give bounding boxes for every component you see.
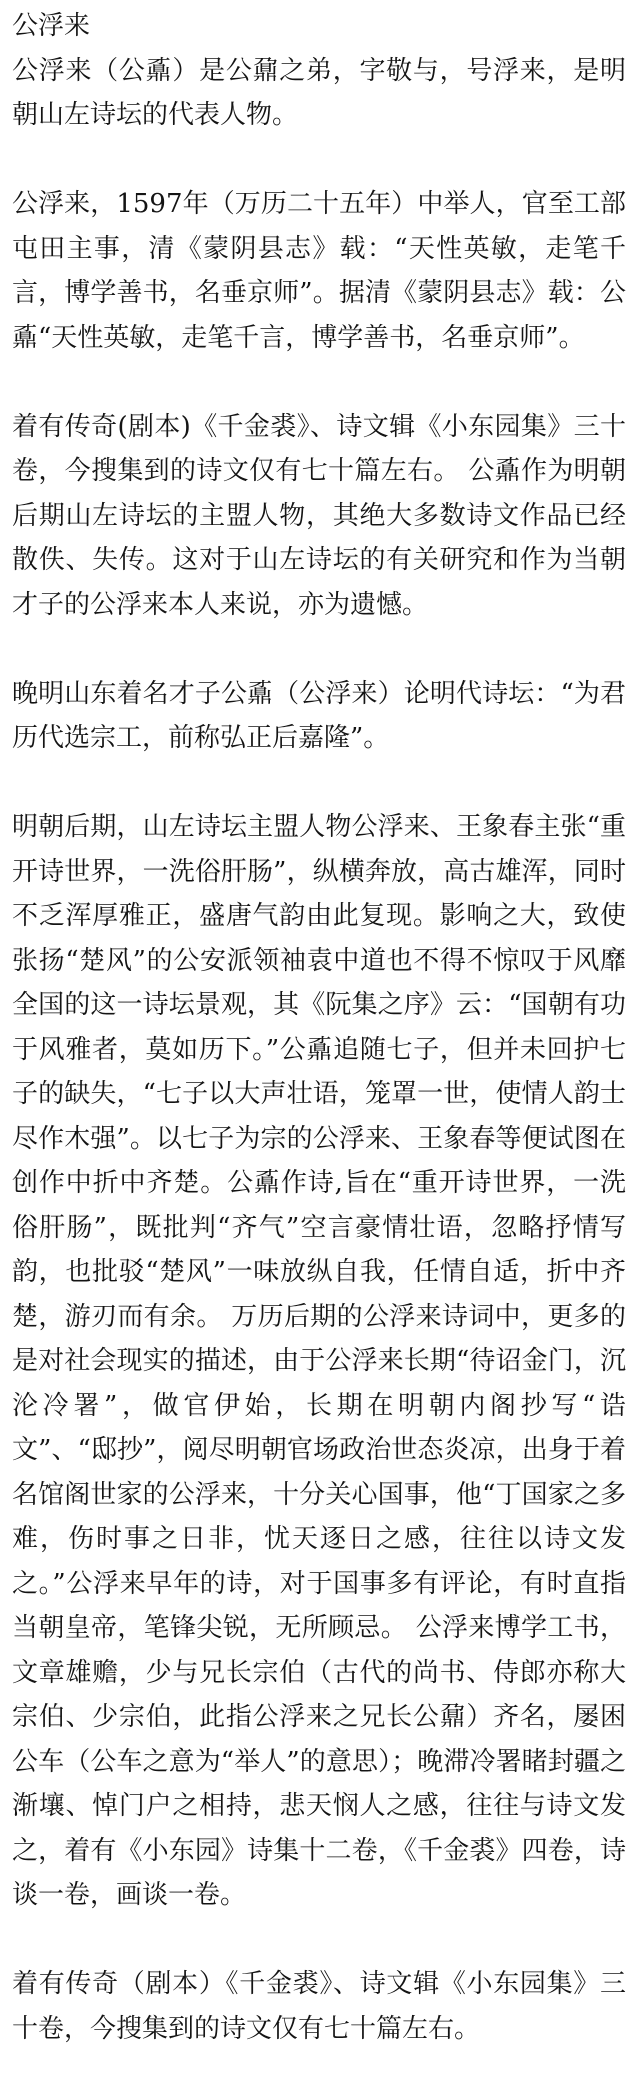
paragraph-gap (12, 1918, 626, 1963)
paragraph-late-ming: 明朝后期，山左诗坛主盟人物公浮来、王象春主张“重开诗世界，一洗俗肝肠”，纵横奔放，高古雄浑，同时不乏浑厚雅正，盛唐气韵由此复现。影响之大，致使张扬“楚风”的公安派领袖袁中道也不得不惊叹于风靡全国的这一诗坛景观，其《阮集之序》云：“国朝有功于风雅者，莫如历下。”公鼒追随七子，但并未回护七子的缺失，“七子以大声壮语，笼罩一世，使情人韵士尽作木强”。以七子为宗的公浮来、王象春等便试图在创作中折中齐楚。公鼒作诗,旨在“重开诗世界，一洗俗肝肠”，既批判“齐气”空言豪情壮语，忽略抒情写韵，也批驳“楚风”一味放纵自我，任情自适，折中齐楚，游刃而有余。 万历后期的公浮来诗词中，更多的是对社会现实的描述，由于公浮来长期“待诏金门，沉沦冷署”，做官伊始，长期在明朝内阁抄写“诰文”、“邸抄”，阅尽明朝官场政治世态炎凉，出身于着名馆阁世家的公浮来，十分关心国事，他“丁国家之多难，伤时事之日非，忧天逐日之感，往往以诗文发之。”公浮来早年的诗，对于国事多有评论，有时直指当朝皇帝，笔锋尖锐，无所顾忌。 公浮来博学工书，文章雄赡，少与兄长宗伯（古代的尚书、侍郎亦称大宗伯、少宗伯，此指公浮来之兄长公鼐）齐名，屡困公车（公车之意为“举人”的意思）；晚滞冷署睹封疆之渐壤、悼门户之相持，悲天悯人之感，往往与诗文发之，着有《小东园》诗集十二卷，《千金裘》四卷，诗谈一卷，画谈一卷。 (12, 812, 626, 1910)
paragraph-career: 公浮来，1597年（万历二十五年）中举人，官至工部屯田主事，清《蒙阴县志》载：“天性英敏，走笔千言，博学善书，名垂京师”。据清《蒙阴县志》载：公鼒“天性英敏，走笔千言，博学善书，名垂京师”。 (12, 189, 626, 353)
article-title: 公浮来 (12, 11, 91, 41)
paragraph-gap (12, 627, 626, 672)
paragraph-gap (12, 138, 626, 183)
paragraph-intro: 公浮来（公鼒）是公鼐之弟，字敬与，号浮来，是明朝山左诗坛的代表人物。 (12, 55, 626, 130)
paragraph-works-summary: 着有传奇（剧本）《千金裘》、诗文辑《小东园集》三十卷，今搜集到的诗文仅有七十篇左右。 (12, 1969, 626, 2044)
paragraph-works: 着有传奇(剧本)《千金裘》、诗文辑《小东园集》三十卷，今搜集到的诗文仅有七十篇左右。 公鼒作为明朝后期山左诗坛的主盟人物，其绝大多数诗文作品已经散佚、失传。这对于山左诗坛的有关研究和作为当朝才子的公浮来本人来说，亦为遗憾。 (12, 411, 626, 620)
paragraph-gap (12, 761, 626, 806)
paragraph-poetry-quote: 晚明山东着名才子公鼒（公浮来）论明代诗坛：“为君历代选宗工，前称弘正后嘉隆”。 (12, 678, 626, 753)
paragraph-gap (12, 360, 626, 405)
